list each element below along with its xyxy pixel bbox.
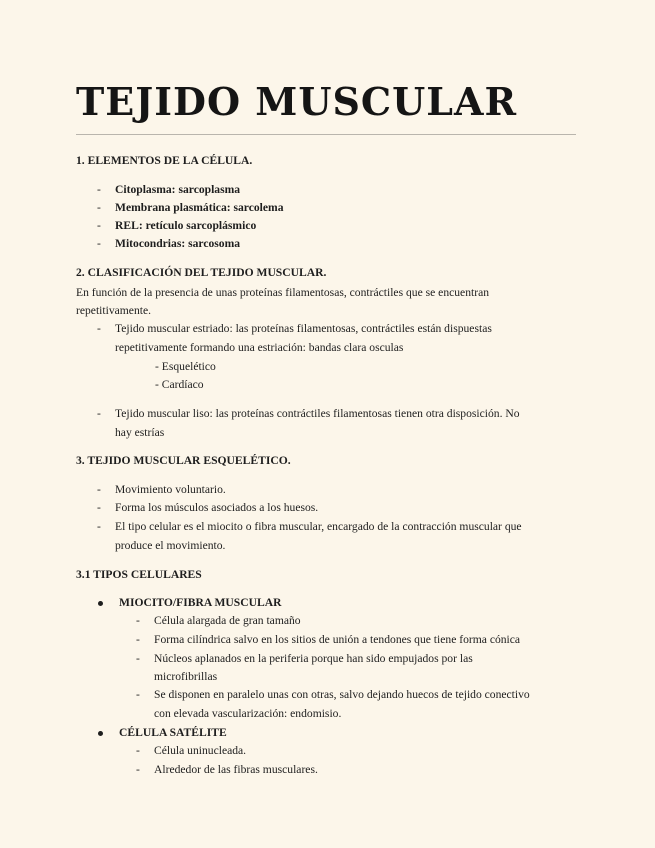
- list-dash: -: [97, 322, 101, 335]
- list-dash: -: [136, 688, 140, 701]
- list-dash: -: [136, 763, 140, 776]
- list-dash: -: [97, 483, 101, 496]
- list-item: Forma los músculos asociados a los huesos.: [115, 501, 319, 514]
- section-2-heading: 2. CLASIFICACIÓN DEL TEJIDO MUSCULAR.: [76, 266, 327, 279]
- sub-list-item: - Esquelético: [155, 360, 216, 373]
- list-item-continuation: produce el movimiento.: [115, 539, 226, 552]
- section-3-heading: 3. TEJIDO MUSCULAR ESQUELÉTICO.: [76, 454, 291, 467]
- section-3-1-heading: 3.1 TIPOS CELULARES: [76, 568, 202, 581]
- list-dash: -: [97, 201, 101, 214]
- list-item: Forma cilíndrica salvo en los sitios de unión a tendones que tiene forma cónica: [154, 633, 521, 646]
- list-item: Célula alargada de gran tamaño: [154, 614, 301, 627]
- list-dash: -: [97, 501, 101, 514]
- list-item-continuation: con elevada vascularización: endomisio.: [154, 707, 342, 720]
- list-dash: -: [97, 407, 101, 420]
- list-item: REL: retículo sarcoplásmico: [115, 219, 257, 232]
- list-item: Membrana plasmática: sarcolema: [115, 201, 284, 214]
- list-item: Citoplasma: sarcoplasma: [115, 183, 241, 196]
- list-dash: -: [97, 183, 101, 196]
- list-item: El tipo celular es el miocito o fibra muscular, encargado de la contracción muscular que: [115, 520, 522, 533]
- list-item: Alrededor de las fibras musculares.: [154, 763, 318, 776]
- list-item: Se disponen en paralelo unas con otras, salvo dejando huecos de tejido conectivo: [154, 688, 530, 701]
- list-dash: -: [136, 633, 140, 646]
- paragraph-line: repetitivamente.: [76, 304, 152, 317]
- title-divider: [76, 134, 576, 135]
- list-item-continuation: hay estrías: [115, 426, 165, 439]
- sub-list-item: - Cardíaco: [155, 378, 204, 391]
- list-dash: -: [97, 219, 101, 232]
- cell-type-label: CÉLULA SATÉLITE: [119, 726, 227, 739]
- list-item-continuation: microfibrillas: [154, 670, 218, 683]
- bullet-icon: [98, 731, 103, 736]
- cell-type-label: MIOCITO/FIBRA MUSCULAR: [119, 596, 282, 609]
- paragraph-line: En función de la presencia de unas proteínas filamentosas, contráctiles que se encuentran: [76, 286, 490, 299]
- list-item: Mitocondrias: sarcosoma: [115, 237, 241, 250]
- list-item: Célula uninucleada.: [154, 744, 247, 757]
- list-dash: -: [136, 744, 140, 757]
- list-item-continuation: repetitivamente formando una estriación: bandas clara osculas: [115, 341, 404, 354]
- list-dash: -: [97, 237, 101, 250]
- section-1-heading: 1. ELEMENTOS DE LA CÉLULA.: [76, 154, 253, 167]
- list-item: Tejido muscular liso: las proteínas contráctiles filamentosas tienen otra disposición. No: [115, 407, 520, 420]
- list-dash: -: [136, 614, 140, 627]
- list-item: Movimiento voluntario.: [115, 483, 226, 496]
- page-title: TEJIDO MUSCULAR: [76, 79, 518, 124]
- list-item: Tejido muscular estriado: las proteínas filamentosas, contráctiles están dispuestas: [115, 322, 492, 335]
- bullet-icon: [98, 601, 103, 606]
- list-dash: -: [136, 652, 140, 665]
- list-dash: -: [97, 520, 101, 533]
- list-item: Núcleos aplanados en la periferia porque han sido empujados por las: [154, 652, 473, 665]
